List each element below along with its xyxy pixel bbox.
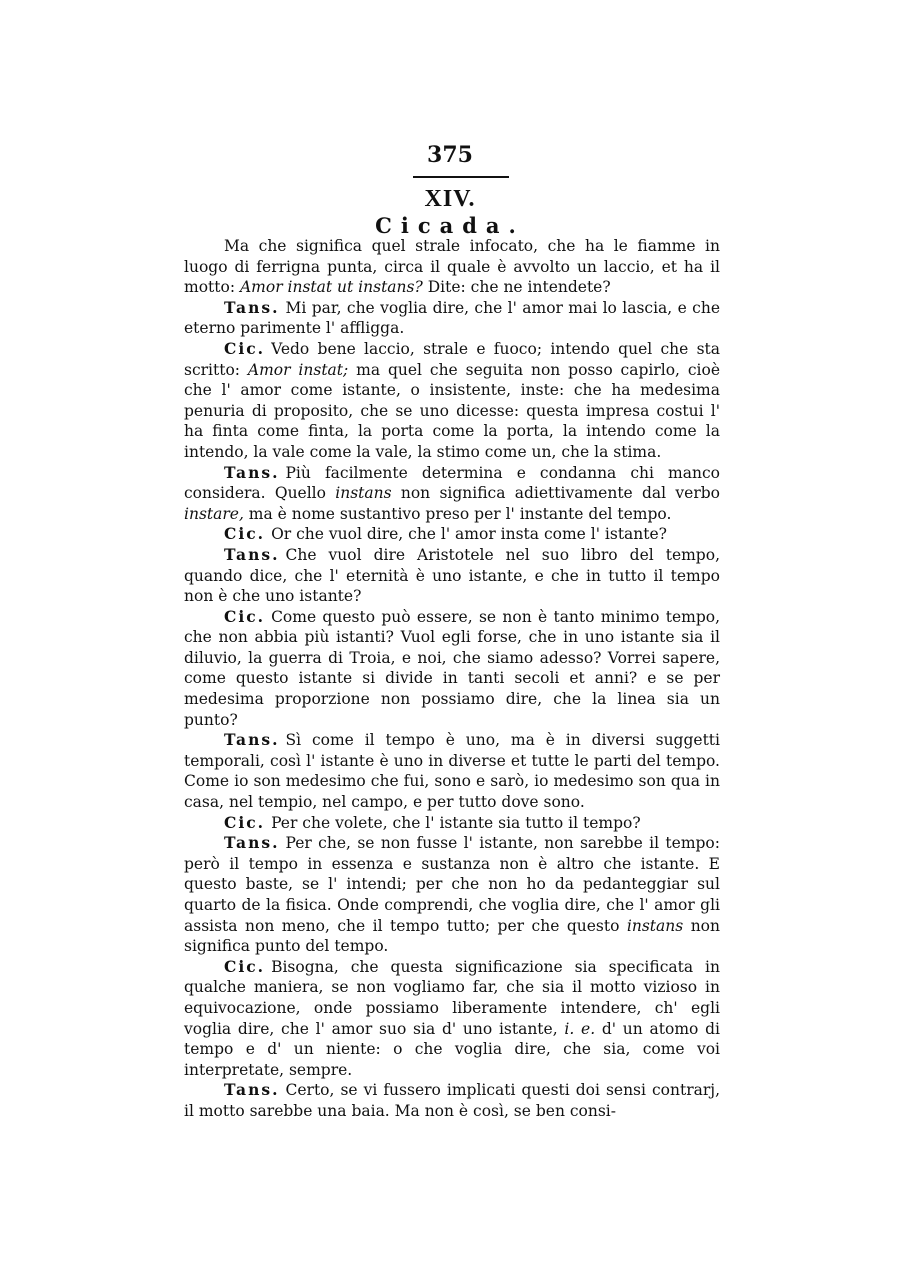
paragraph-text: Più facilmente determina e condanna chi manco considera. Quello instans non significa adiettivamente dal verbo instare, ma è nome sustantivo preso per l' instante del tempo. (184, 463, 721, 523)
speaker-label: Tans. (224, 544, 280, 564)
paragraph-text: Mi par, che voglia dire, che l' amor mai lo lascia, e che eterno parimente l' affligga. (184, 298, 720, 338)
paragraph (184, 813, 720, 834)
speaker-label: Tans. (224, 1080, 280, 1100)
speaker-label: Tans. (224, 730, 280, 750)
paragraph (184, 339, 720, 463)
paragraph-text: Certo, se vi fussero implicati questi doi sensi contrarj, il motto sarebbe una baia. Ma non è così, se ben consi- (184, 1081, 720, 1120)
body-text (184, 236, 720, 1122)
speaker-label: Tans. (224, 297, 280, 317)
paragraph-text: Vedo bene laccio, strale e fuoco; intendo quel che sta scritto: Amor instat; ma quel che seguita non posso capirlo, cioè che l' amor come istante, o insistente, inste: che ha medesima penuria di proposito, che se uno dicesse: questa impresa costui l' ha finta come finta, la porta come la porta, la intendo come la intendo, la vale come la vale, la stimo come un, che la stima. (184, 339, 720, 461)
speaker-label: Cic. (224, 956, 266, 976)
speaker-label: Tans. (224, 833, 280, 853)
speaker-label: Cic. (224, 812, 266, 832)
page-number: 375 (427, 142, 473, 168)
paragraph (184, 730, 720, 812)
paragraph (184, 298, 720, 339)
paragraph (184, 463, 720, 525)
paragraph (184, 957, 720, 1081)
paragraph-text: Bisogna, che questa significazione sia specificata in qualche maniera, se non vogliamo far, che sia il motto vizioso in equivocazione, onde possiamo liberamente intendere, ch' egli voglia dire, che l' amor suo sia d' uno istante, i. e. d' un atomo di tempo e d' un niente: o che voglia dire, che sia, come voi interpretate, sempre. (184, 957, 720, 1079)
paragraph (184, 607, 720, 731)
paragraph-text: Ma che significa quel strale infocato, che ha le fiamme in luogo di ferrigna punta, circa il quale è avvolto un laccio, et ha il motto: Amor instat ut instans? Dite: che ne intendete? (184, 237, 720, 297)
paragraph (184, 524, 720, 545)
speaker-label: Cic. (224, 338, 266, 358)
paragraph-text: Sì come il tempo è uno, ma è in diversi suggetti temporali, così l' istante è uno in diverse et tutte le parti del tempo. Come io son medesimo che fui, sono e sarò, io medesimo son qua in casa, nel tempio, nel campo, e per tutto dove sono. (184, 731, 720, 812)
paragraph (184, 1080, 720, 1121)
chapter-heading: XIV. (424, 186, 476, 212)
paragraph-text: Che vuol dire Aristotele nel suo libro del tempo, quando dice, che l' eternità è uno istante, e che in tutto il tempo non è che uno istante? (184, 545, 720, 606)
speaker-label: Tans. (224, 462, 280, 482)
paragraph-text: Or che vuol dire, che l' amor insta come l' istante? (271, 525, 667, 544)
paragraph (184, 833, 720, 957)
header-rule (413, 176, 509, 178)
paragraph (184, 236, 720, 298)
paragraph-text: Per che volete, che l' istante sia tutto il tempo? (271, 813, 641, 832)
section-title: Cicada. (375, 213, 525, 238)
speaker-label: Cic. (224, 524, 266, 544)
paragraph-text: Come questo può essere, se non è tanto minimo tempo, che non abbia più istanti? Vuol egli forse, che in uno istante sia il diluvio, la guerra di Troia, e noi, che siamo adesso? Vorrei sapere, come questo istante si divide in tanti secoli et anni? e se per medesima proporzione non possiamo dire, che la linea sia un punto? (184, 607, 720, 729)
speaker-label: Cic. (224, 606, 266, 626)
paragraph (184, 545, 720, 607)
paragraph-text: Per che, se non fusse l' istante, non sarebbe il tempo: però il tempo in essenza e sustanza non è altro che istante. E questo baste, se l' intendi; per che non ho da pedanteggiar sul quarto de la fisica. Onde comprendi, che voglia dire, che l' amor gli assista non meno, che il tempo tutto; per che questo instans non significa punto del tempo. (184, 834, 720, 956)
